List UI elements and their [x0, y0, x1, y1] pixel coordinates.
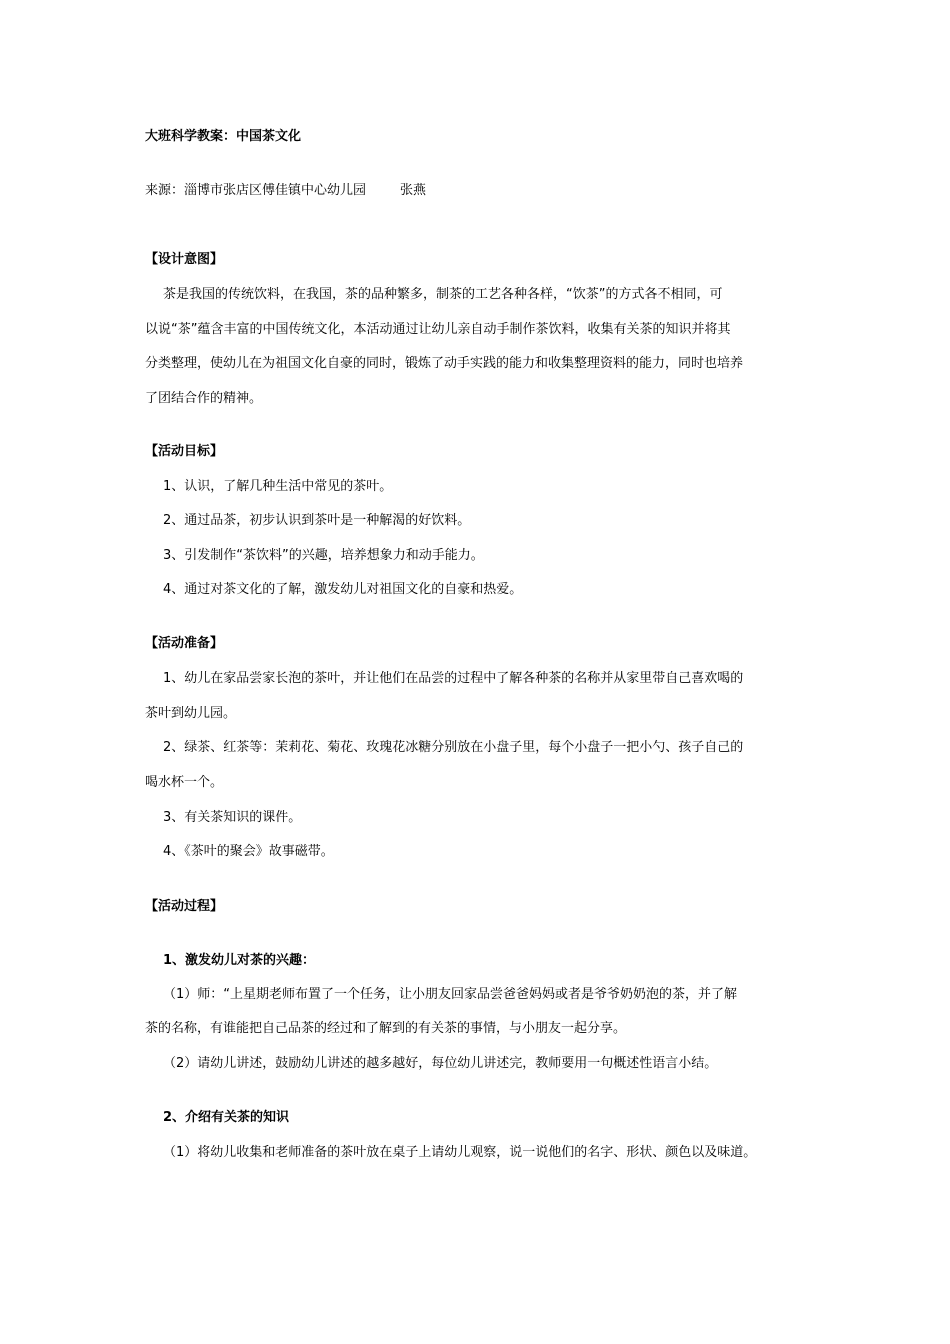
author-name: 张燕 [400, 183, 427, 198]
design-heading: 【设计意图】 [145, 252, 224, 267]
goal-item-2: 2、通过品茶，初步认识到茶叶是一种解渴的好饮料。 [163, 513, 471, 528]
process-step1-p1b: 茶的名称，有谁能把自己品茶的经过和了解到的有关茶的事情，与小朋友一起分享。 [145, 1021, 627, 1036]
goal-item-4: 4、通过对茶文化的了解，激发幼儿对祖国文化的自豪和热爱。 [163, 582, 523, 597]
prep-heading: 【活动准备】 [145, 636, 224, 651]
process-heading: 【活动过程】 [145, 899, 224, 914]
design-line-3: 分类整理，使幼儿在为祖国文化自豪的同时，锻炼了动手实践的能力和收集整理资料的能力，同时也培养 [145, 356, 744, 371]
process-step2-title: 2、介绍有关茶的知识 [163, 1110, 290, 1125]
prep-item-4: 4、《茶叶的聚会》故事磁带。 [163, 844, 334, 859]
design-line-1: 茶是我国的传统饮料，在我国，茶的品种繁多，制茶的工艺各种各样，“饮茶”的方式各不相同，可 [163, 287, 723, 302]
source-label: 来源： [145, 183, 185, 198]
design-line-4: 了团结合作的精神。 [145, 391, 263, 406]
design-line-2: 以说“茶”蕴含丰富的中国传统文化，本活动通过让幼儿亲自动手制作茶饮料，收集有关茶的知识并将其 [145, 322, 731, 337]
process-step2-p1: （1）将幼儿收集和老师准备的茶叶放在桌子上请幼儿观察，说一说他们的名字、形状、颜色以及味道。 [163, 1145, 757, 1160]
document-title: 大班科学教案：中国茶文化 [145, 129, 302, 144]
source-value: 淄博市张店区傅佳镇中心幼儿园 [184, 183, 367, 198]
prep-item-2b: 喝水杯一个。 [145, 775, 224, 790]
process-step1-p2: （2）请幼儿讲述，鼓励幼儿讲述的越多越好，每位幼儿讲述完，教师要用一句概述性语言小结。 [163, 1056, 718, 1071]
goals-heading: 【活动目标】 [145, 444, 224, 459]
goal-item-3: 3、引发制作“茶饮料”的兴趣，培养想象力和动手能力。 [163, 548, 484, 563]
prep-item-1b: 茶叶到幼儿园。 [145, 706, 237, 721]
prep-item-2a: 2、绿茶、红茶等：茉莉花、菊花、玫瑰花冰糖分别放在小盘子里，每个小盘子一把小勺、孩子自己的 [163, 740, 744, 755]
goal-item-1: 1、认识，了解几种生活中常见的茶叶。 [163, 479, 393, 494]
process-step1-p1a: （1）师：“上星期老师布置了一个任务，让小朋友回家品尝爸爸妈妈或者是爷爷奶奶泡的茶，并了解 [163, 987, 738, 1002]
process-step1-title: 1、激发幼儿对茶的兴趣： [163, 953, 316, 968]
source-line [145, 181, 426, 201]
prep-item-3: 3、有关茶知识的课件。 [163, 810, 302, 825]
prep-item-1a: 1、幼儿在家品尝家长泡的茶叶，并让他们在品尝的过程中了解各种茶的名称并从家里带自己喜欢喝的 [163, 671, 744, 686]
